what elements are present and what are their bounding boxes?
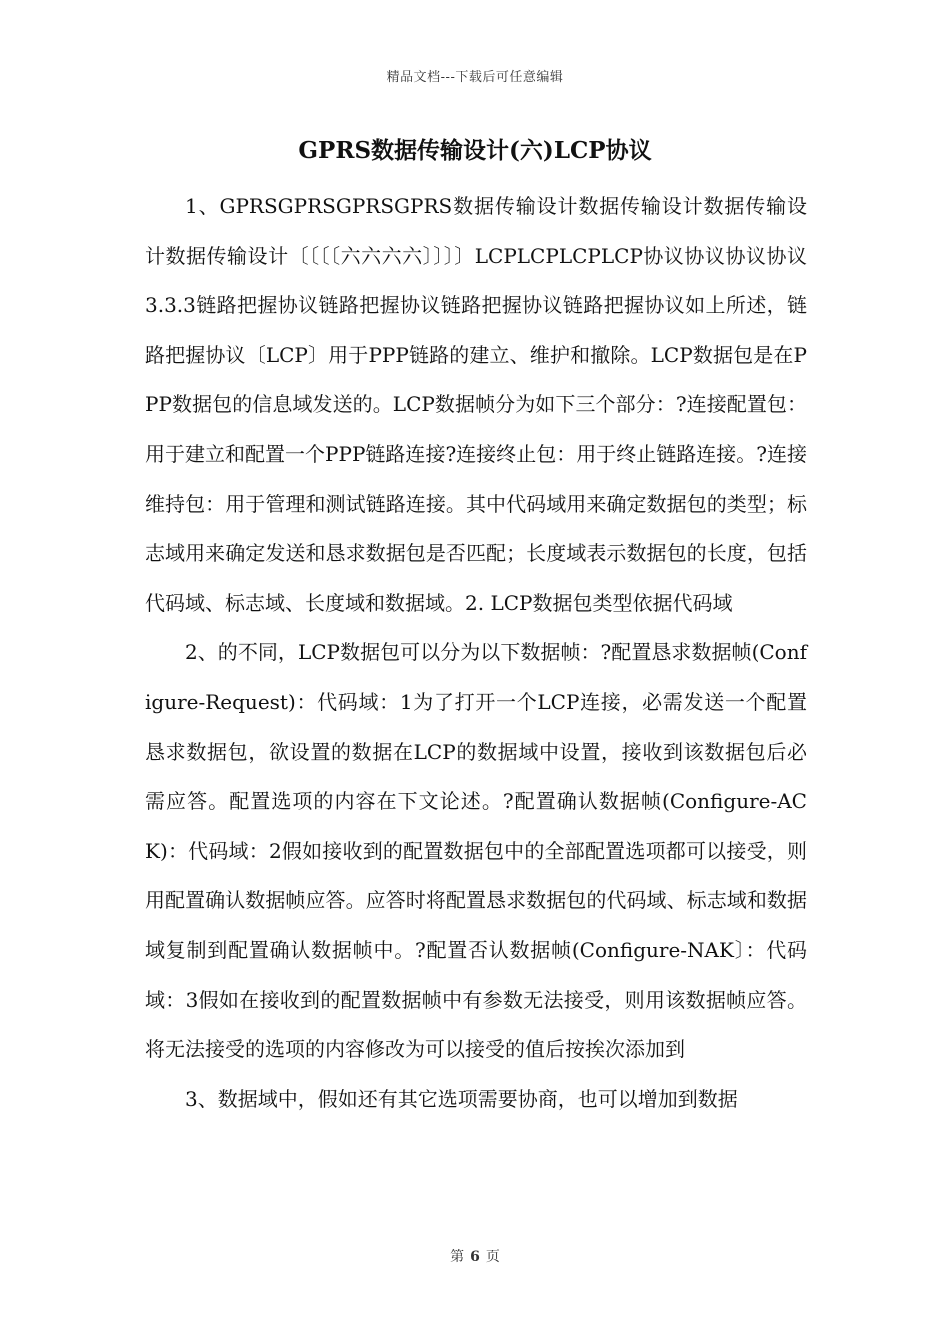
- page-footer-suffix: 页: [485, 1249, 500, 1265]
- document-body: [145, 182, 807, 1124]
- paragraph-1: 1、GPRSGPRSGPRSGPRS数据传输设计数据传输设计数据传输设计数据传输设计〔〔〔〔六六六六〕〕〕〕LCPLCPLCPLCP协议协议协议协议3.3.3链路把握协议链路把握协议链路把握协议链路把握协议如上所述，链路把握协议〔LCP〕用于PPP链路的建立、维护和撤除。LCP数据包是在PPP数据包的信息域发送的。LCP数据帧分为如下三个部分：?连接配置包：用于建立和配置一个PPP链路连接?连接终止包：用于终止链路连接。?连接维持包：用于管理和测试链路连接。其中代码域用来确定数据包的类型；标志域用来确定发送和恳求数据包是否匹配；长度域表示数据包的长度，包括代码域、标志域、长度域和数据域。2. LCP数据包类型依据代码域: [145, 194, 807, 615]
- paragraph-2: 2、的不同，LCP数据包可以分为以下数据帧：?配置恳求数据帧(Configure-Request)：代码域：1为了打开一个LCP连接，必需发送一个配置恳求数据包，欲设置的数据在LCP的数据域中设置，接收到该数据包后必需应答。配置选项的内容在下文论述。?配置确认数据帧(Configure-ACK)：代码域：2假如接收到的配置数据包中的全部配置选项都可以接受，则用配置确认数据帧应答。应答时将配置恳求数据包的代码域、标志域和数据域复制到配置确认数据帧中。?配置否认数据帧(Configure-NAK〕：代码域：3假如在接收到的配置数据帧中有参数无法接受，则用该数据帧应答。将无法接受的选项的内容修改为可以接受的值后按挨次添加到: [145, 640, 807, 1062]
- page-footer-prefix: 第: [450, 1249, 465, 1265]
- page-number: 6: [470, 1249, 480, 1265]
- document-title: GPRS数据传输设计(六)LCP协议: [298, 137, 652, 164]
- page-footer: [0, 1246, 950, 1266]
- paragraph-3: 3、数据域中，假如还有其它选项需要协商，也可以增加到数据: [185, 1086, 738, 1111]
- page-header: 精品文档---下载后可任意编辑: [386, 70, 564, 85]
